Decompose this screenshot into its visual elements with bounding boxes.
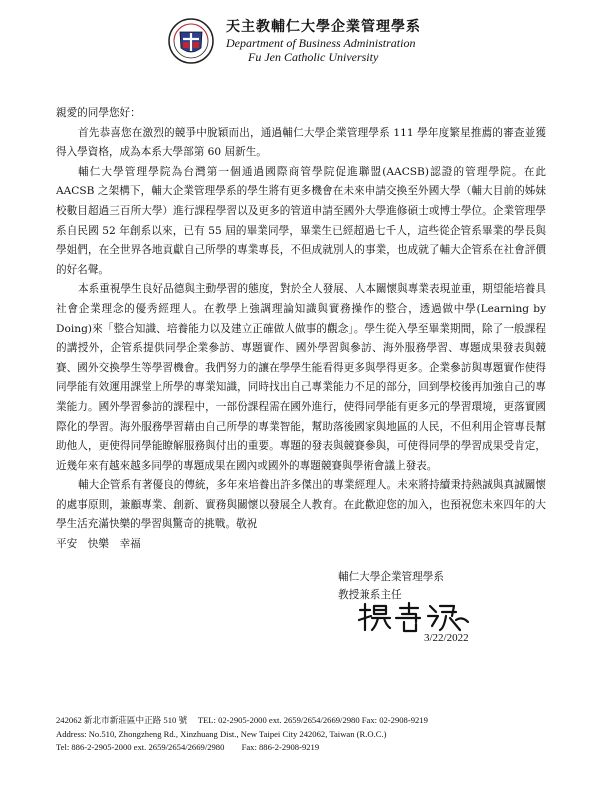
salutation: 親愛的同學您好： (56, 107, 141, 119)
sender-title: 教授兼系主任 (338, 589, 402, 601)
letter-date: 3/22/2022 (424, 632, 469, 644)
letterhead-name-zh: 天主教輔仁大學企業管理學系 (226, 19, 421, 35)
paragraph-aacsb: 輔仁大學管理學院為台灣第一個通過國際商管學院促進聯盟(AACSB)認證的管理學院。在此 AACSB 之架構下，輔大企業管理學系的學生將有更多機會在未來申請交換至外國大學（輔大目前的姊妹校數目超過三百所大學）進行課程學習以及更多的管道申請至國外大學進修碩士或博士學位。企業管理學系自民國 52 年創系以來，已有 55 屆的畢業同學，畢業生已經超過七千人，這些從企管系畢業的學長與學姐們，在全世界各地貢獻自己所學的專業專長，不但成就別人的事業，也成就了輔大企管系在社會評價的好名聲。 (56, 165, 546, 276)
closing-wishes: 平安 快樂 幸福 (56, 538, 141, 551)
letterhead (168, 18, 468, 72)
footer-contact (56, 714, 428, 755)
letter-body (56, 104, 546, 555)
footer-address-en: Address: No.510, Zhongzheng Rd., Xinzhuang Dist., New Taipei City 242062, Taiwan (R.O.C.) (56, 728, 387, 739)
paragraph-welcome: 輔大企管系有著優良的傳統，多年來培養出許多傑出的專業經理人。未來將持續秉持熱誠與真誠關懷的處事原則，兼顧專業、創新、實務與關懷以發展全人教育。在此歡迎您的加入，也預祝您未來四年的大學生活充滿快樂的學習與驚奇的挑戰。敬祝 (56, 479, 546, 531)
university-seal-icon (168, 18, 214, 64)
paragraph-congratulations: 首先恭喜您在激烈的競爭中脫穎而出，通過輔仁大學企業管理學系 111 學年度繁星推薦的審查並獲得入學資格，成為本系大學部第 60 屆新生。 (56, 126, 546, 159)
handwritten-signature (356, 600, 472, 634)
sender-block (338, 568, 444, 604)
sender-department: 輔仁大學企業管理學系 (338, 571, 444, 583)
paragraph-learning: 本系重視學生良好品德與主動學習的態度，對於全人發展、人本關懷與專業表現並重，期望能培養具社會企業理念的優秀經理人。在教學上強調理論知識與實務操作的整合，透過做中學(Learning by Doing)來「整合知識、培養能力以及建立正確做人做事的觀念」。學生從入學至畢業期間，除了一般課程的講授外，企管系提供同學企業參訪、專題實作、國外學習與參訪、海外服務學習、專題成果發表與競賽、國外交換學生等學習機會。我們努力的讓在學學生能看得更多與學得更多。企業參訪與專題實作使得同學能有效運用課堂上所學的專業知識，同時找出自己專業能力不足的部分，回到學校後再加強自己的專業能力。國外學習參訪的課程中，一部份課程需在國外進行，使得同學能有更多元的學習環境，更落實國際化的學習。海外服務學習藉由自己所學的專業智能，幫助落後國家與地區的人民，不但利用企管專長幫助他人，更使得同學能瞭解服務與付出的重要。專題的發表與競賽參與，可使得同學的學習成果受肯定，近幾年來有越來越多同學的專題成果在國內或國外的專題競賽與學術會議上發表。 (56, 283, 546, 472)
footer-address-zh: 242062 新北市新莊區中正路 510 號 TEL: 02-2905-2000 ext. 2659/2654/2669/2980 Fax: 02-2908-9219 (56, 715, 428, 725)
letterhead-department-en: Department of Business Administration (226, 36, 416, 50)
letterhead-university-en: Fu Jen Catholic University (248, 50, 379, 64)
footer-phone-fax: Tel: 886-2-2905-2000 ext. 2659/2654/2669/2980 Fax: 886-2-2908-9219 (56, 742, 320, 752)
